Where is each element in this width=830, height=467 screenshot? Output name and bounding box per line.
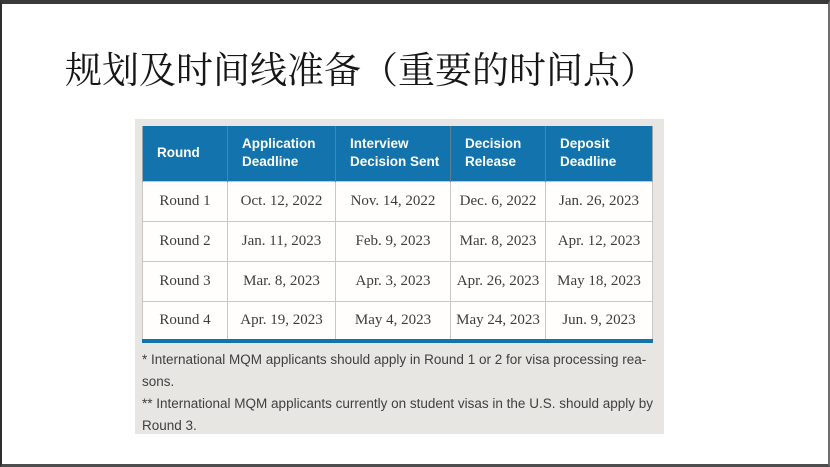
table-row: [143, 221, 653, 261]
table-cell: May 18, 2023: [546, 261, 653, 301]
table-cell: Apr. 3, 2023: [336, 261, 451, 301]
table-cell: Round 2: [143, 221, 228, 261]
table-body: [143, 181, 653, 341]
table-cell: Feb. 9, 2023: [336, 221, 451, 261]
table-row: [143, 181, 653, 221]
table-cell: Round 1: [143, 181, 228, 221]
table-cell: Mar. 8, 2023: [228, 261, 336, 301]
table-header-row: [143, 126, 653, 181]
table-cell: Apr. 12, 2023: [546, 221, 653, 261]
column-header: Decision Release: [451, 126, 546, 181]
table-cell: Oct. 12, 2022: [228, 181, 336, 221]
table-cell: May 4, 2023: [336, 301, 451, 341]
table-cell: Jun. 9, 2023: [546, 301, 653, 341]
table-row: [143, 301, 653, 341]
column-header: Deposit Deadline: [546, 126, 653, 181]
slide-title: 规划及时间线准备（重要的时间点）: [65, 49, 657, 92]
table-cell: Round 4: [143, 301, 228, 341]
footnote-line: * International MQM applicants should apply in Round 1 or 2 for visa processing rea-: [142, 352, 647, 367]
table-cell: May 24, 2023: [451, 301, 546, 341]
column-header: Round: [143, 126, 228, 181]
table-cell: Round 3: [143, 261, 228, 301]
footnote-line: sons.: [142, 374, 175, 389]
footnote-line: Round 3.: [142, 418, 197, 433]
table-cell: Apr. 26, 2023: [451, 261, 546, 301]
table-row: [143, 261, 653, 301]
footnotes: [142, 349, 658, 437]
table-cell: Nov. 14, 2022: [336, 181, 451, 221]
column-header: Application Deadline: [228, 126, 336, 181]
table-cell: Jan. 11, 2023: [228, 221, 336, 261]
rounds-table: [142, 126, 653, 343]
table-cell: Mar. 8, 2023: [451, 221, 546, 261]
footnote-line: ** International MQM applicants currently on student visas in the U.S. should apply by: [142, 396, 654, 411]
table-panel: [135, 119, 664, 434]
column-header: Interview Decision Sent: [336, 126, 451, 181]
table-cell: Apr. 19, 2023: [228, 301, 336, 341]
table-cell: Jan. 26, 2023: [546, 181, 653, 221]
table-cell: Dec. 6, 2022: [451, 181, 546, 221]
table-head: [143, 126, 653, 181]
